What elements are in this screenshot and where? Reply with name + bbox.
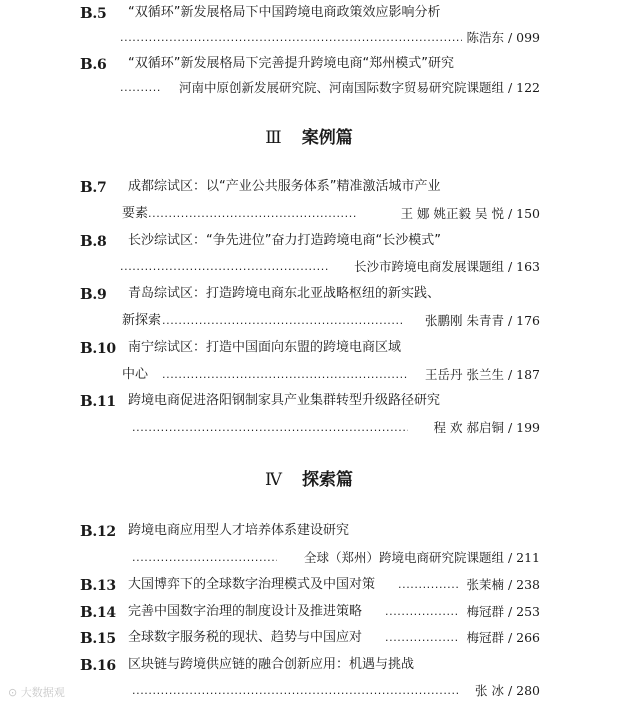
leader-dots xyxy=(132,682,458,700)
entry-author-page: 长沙市跨境电商发展课题组 / 163 xyxy=(350,258,540,276)
entry-author-page: 河南中原创新发展研究院、河南国际数字贸易研究院课题组 / 122 xyxy=(175,79,540,97)
leader-dots xyxy=(120,79,160,97)
entry-number: B.8 xyxy=(80,232,107,250)
entry-title: 大国博弈下的全球数字治理模式及中国对策 xyxy=(128,577,376,592)
entry-author-page: 程 欢 郝启铜 / 199 xyxy=(430,419,540,437)
entry-author-page: 王岳丹 张兰生 / 187 xyxy=(421,366,540,384)
entry-number: B.9 xyxy=(80,285,107,303)
leader-dots xyxy=(120,29,480,47)
entry-author-page: 梅冠群 / 253 xyxy=(462,603,540,621)
entry-author-page: 陈浩东 / 099 xyxy=(462,29,540,47)
entry-title: 全球数字服务税的现状、趋势与中国应对 xyxy=(128,630,363,645)
entry-title: 跨境电商应用型人才培养体系建设研究 xyxy=(128,523,350,538)
entry-number: B.5 xyxy=(80,4,107,22)
entry-number: B.13 xyxy=(80,576,116,594)
section-numeral: Ⅲ xyxy=(265,128,282,148)
entry-title-continued: 中心 xyxy=(122,367,149,382)
entry-number: B.6 xyxy=(80,55,107,73)
entry-title: 青岛综试区：打造跨境电商东北亚战略枢纽的新实践、 xyxy=(128,286,441,301)
leader-dots xyxy=(385,629,458,647)
entry-title: 长沙综试区：“争先进位”奋力打造跨境电商“长沙模式” xyxy=(128,233,441,248)
entry-author-page: 张鹏刚 朱青青 / 176 xyxy=(421,312,540,330)
entry-number: B.12 xyxy=(80,522,116,540)
entry-author-page: 张 冰 / 280 xyxy=(471,682,540,700)
entry-author-page: 王 娜 姚正毅 吴 悦 / 150 xyxy=(397,205,540,223)
entry-title: 跨境电商促进洛阳钢制家具产业集群转型升级路径研究 xyxy=(128,393,441,408)
entry-title-continued: 要素 xyxy=(122,206,149,221)
entry-title: 完善中国数字治理的制度设计及推进策略 xyxy=(128,604,363,619)
entry-author-page: 梅冠群 / 266 xyxy=(462,629,540,647)
leader-dots xyxy=(120,258,330,276)
entry-author-page: 张茉楠 / 238 xyxy=(462,576,540,594)
leader-dots xyxy=(398,576,458,594)
entry-title: “双循环”新发展格局下完善提升跨境电商“郑州模式”研究 xyxy=(128,56,454,71)
entry-number: B.16 xyxy=(80,656,116,674)
entry-title: “双循环”新发展格局下中国跨境电商政策效应影响分析 xyxy=(128,5,441,20)
entry-title: 成都综试区：以“产业公共服务体系”精准激活城市产业 xyxy=(128,179,441,194)
entry-number: B.14 xyxy=(80,603,116,621)
entry-title-continued: 新探索 xyxy=(122,313,162,328)
leader-dots xyxy=(385,603,458,621)
watermark-text: ⊙ 大数据观 xyxy=(8,686,65,699)
entry-number: B.10 xyxy=(80,339,116,357)
section-title: 探索篇 xyxy=(301,470,353,490)
section-title: 案例篇 xyxy=(301,128,353,148)
entry-author-page: 全球（郑州）跨境电商研究院课题组 / 211 xyxy=(300,549,540,567)
leader-dots xyxy=(148,205,358,223)
entry-number: B.15 xyxy=(80,629,116,647)
entry-title: 区块链与跨境供应链的融合创新应用：机遇与挑战 xyxy=(128,657,415,672)
leader-dots xyxy=(132,549,277,567)
leader-dots xyxy=(162,366,407,384)
section-heading xyxy=(0,127,618,149)
entry-number: B.11 xyxy=(80,392,116,410)
entry-number: B.7 xyxy=(80,178,107,196)
leader-dots xyxy=(132,419,408,437)
section-numeral: Ⅳ xyxy=(265,470,282,490)
entry-title: 南宁综试区：打造中国面向东盟的跨境电商区域 xyxy=(128,340,402,355)
leader-dots xyxy=(162,312,402,330)
section-heading xyxy=(0,469,618,491)
